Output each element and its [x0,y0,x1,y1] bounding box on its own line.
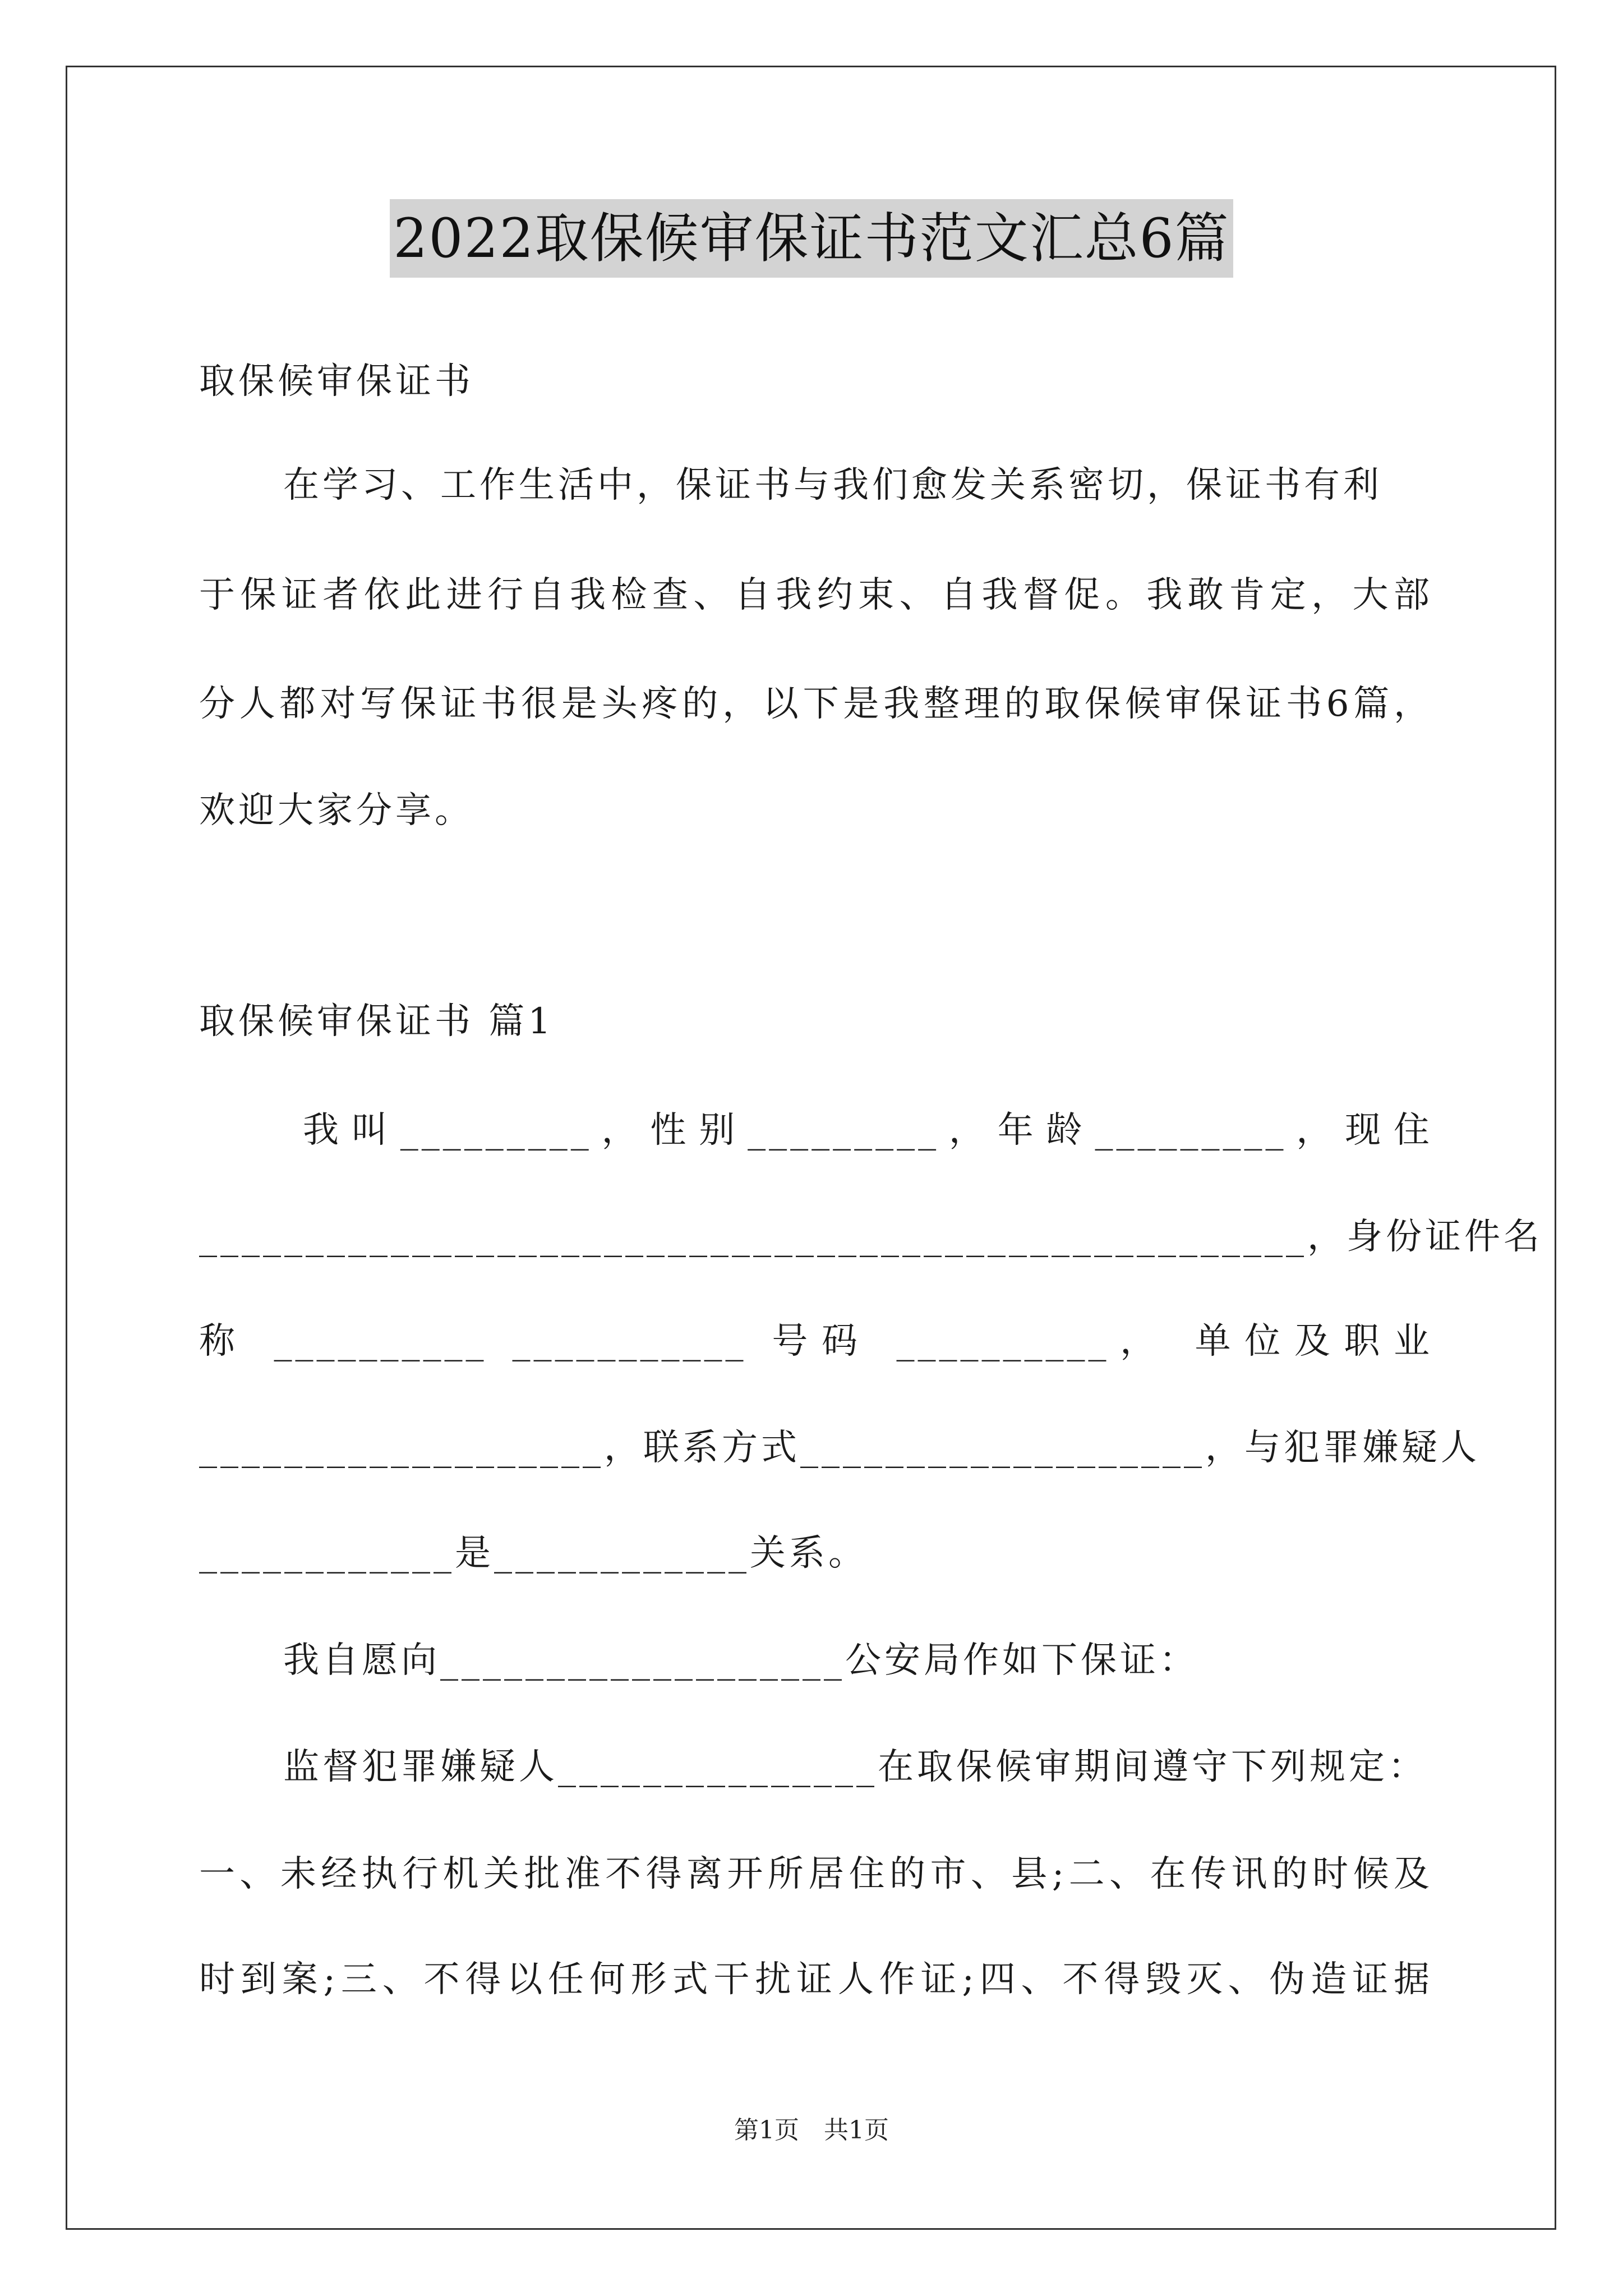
paragraph-line: 在学习、工作生活中，保证书与我们愈发关系密切，保证书有利 [283,464,1382,506]
form-line: ____________是____________关系。 [199,1533,868,1574]
paragraph-line: 欢迎大家分享。 [199,790,474,831]
paragraph-line: 一、未经执行机关批准不得离开所居住的市、县;二、在传讯的时候及 [199,1853,1433,1895]
form-line: ____________________________________________________，身份证件名 [199,1216,1543,1258]
title-container [0,199,1623,278]
form-line: ___________________，联系方式___________________，与犯罪嫌疑人 [199,1427,1480,1469]
form-line: 称 __________ ___________ 号码 __________， 单位及职业 [199,1320,1433,1362]
document-title: 2022取保候审保证书范文汇总6篇 [390,199,1233,278]
paragraph-line: 分人都对写保证书很是头疼的，以下是我整理的取保候审保证书6篇， [199,683,1433,725]
paragraph-line: 时到案;三、不得以任何形式干扰证人作证;四、不得毁灭、伪造证据 [199,1959,1433,2000]
article-heading: 取保候审保证书 篇1 [199,1001,555,1042]
paragraph-line: 于保证者依此进行自我检查、自我约束、自我督促。我敢肯定，大部 [199,574,1433,616]
form-line: 我叫_________，性别_________，年龄_________，现住 [303,1110,1433,1151]
page-footer: 第1页 共1页 [734,2116,889,2145]
paragraph-line: 我自愿向___________________公安局作如下保证： [283,1640,1198,1681]
section-heading: 取保候审保证书 [199,361,474,402]
paragraph-line: 监督犯罪嫌疑人_______________在取保候审期间遵守下列规定： [283,1746,1427,1788]
